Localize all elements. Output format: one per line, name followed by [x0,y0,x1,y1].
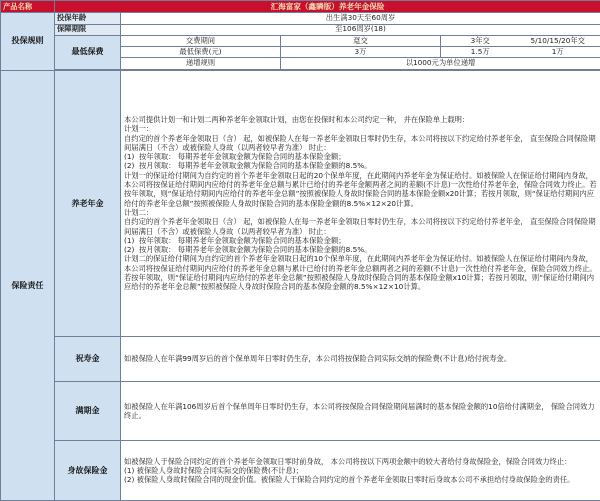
maturity-label: 满期金 [55,381,121,441]
birthday-label: 祝寿金 [55,336,121,381]
min-fee-multi [441,47,600,58]
min-premium-label: 最低保费 [55,35,121,69]
liability-category: 保险责任 [1,70,55,500]
rules-category: 投保规则 [1,13,55,70]
death-row [1,441,600,501]
product-name-value: 汇海富家（鑫瞵版）养老年金保险 [55,1,600,13]
age-value: 出生满30天至60周岁 [121,13,600,24]
pension-line: 计划二的保证给付期间为自约定的首个养老年金领取日起的10个保单年度，在此期间内养老年金为保证给付。如被保险人在保证给付期间内身故，本公司将按保证给付期间内应给付的养老年金总额与累计已给付的养老年金总额两者之间的差额(不计息)一次性给付养老年金，保险合同效力终止。若按年领取，则“保证给付期间内应给付的养老年金总额”按照被保险人身故时保险合同的基本保险金额x10计算；若按月领取，则“保证给付期间内应给付的养老年金总额”按照被保险人身故时保险合同的基本保险金额的8.5%×12×10计算。 [124,254,597,292]
maturity-row [1,381,600,441]
pension-line: (2) 按月领取： 每期养老年金领取金额为保险合同的基本保险金额的8.5%。 [124,245,372,255]
min-fee-single: 3万 [281,47,441,58]
pension-text [121,70,600,336]
pension-line: 本公司提供计划一和计划二两种养老年金领取计划，由您在投保时和本公司约定一种， 并在保险单上载明： [124,114,470,124]
increment-value: 以1000元为单位递增 [281,58,600,69]
pay-period-opt-long: 5/10/15/20年交 [530,35,585,45]
pay-period-opt-single: 趸交 [281,35,441,46]
pension-line: 计划二： [124,207,154,217]
pay-period-opt-multi [441,35,600,46]
pension-line: 计划一的保证给付期间为自约定的首个养老年金领取日起的20个保单年度，在此期间内养老年金为保证给付。如被保险人在保证给付期间内身故， 本公司将按保证给付期间内应给付的养老年金总额与累计已给付的养老年金额两者之间的差额(不计息)一次性给付养老年金，保险合同效力终止。若按年领取，则“保证给付期间内应给付的养老年金总额”按照被保险人身故时保险合同的基本保险金额x20计算；若按月领取，则“保证给付期间内应给付的养老年金总额”按照被保险人身故时保险合同的基本保险金额的8.5%×12×20计算。 [124,170,597,208]
pension-line: 计划一： [124,124,154,134]
pay-period-opt-3yr: 3年交 [470,35,490,45]
period-value: 至106周岁(18) [121,24,600,35]
pay-period-label: 交费期间 [121,35,281,46]
death-label: 身故保险金 [55,441,121,501]
age-label: 投保年龄 [55,13,121,24]
birthday-text: 如被保险人在年满99周岁后的首个保单周年日零时仍生存，本公司将按保险合同实际交纳的保险费(不计息)给付祝寿金。 [121,336,600,381]
header-row [1,1,600,13]
pension-line: (2) 按月领取： 每期养老年金领取金额为保险合同的基本保险金额的8.5%。 [124,161,372,171]
death-line: (1) 被保险人身故时保险合同实际交的保险费(不计息)； [124,466,303,476]
min-fee-label: 最低保费(元) [121,47,281,58]
pension-line: (1) 按年领取： 每期养老年金领取金额为保险合同的基本保险金额； [124,235,346,245]
min-fee-long: 1万 [551,46,564,56]
birthday-row [1,336,600,381]
pension-row [1,70,600,336]
death-line: 如被保险人于保险合同约定的首个养老年金领取日零时前身故， 本公司将按以下两项金额中的较大者给付身故保险金，保险合同效力终止： [124,456,572,466]
death-line: (2) 被保险人身故时保险合同的现金价值。被保险人于保险合同约定的首个养老年金领取日零时后身故本公司不承担给付身故保险金的责任。 [124,475,575,485]
increment-label: 递增规则 [121,58,281,69]
pension-line: (1) 按年领取： 每期养老年金领取金额为保险合同的基本保险金额； [124,152,346,162]
min-fee-3yr: 1.5万 [470,46,490,56]
death-text [121,441,600,501]
pension-label: 养老年金 [55,70,121,336]
maturity-text: 如被保险人在年满106周岁后首个保单周年日零时仍生存，本公司将按保险合同保险期间届满时的基本保险金额的10倍给付满期金， 保险合同效力终止。 [121,381,600,441]
pension-line: 自约定的首个养老年金领取日（含） 起，如被保险人在每一养老年金领取日零时仍生存，本公司将按以下约定给付养老年金， 直至保险合同保险期间届满日（不含）或被保险人身故（以两者较早者为准） 时止： [124,133,596,152]
period-row [1,24,600,35]
product-name-label: 产品名称 [1,1,55,13]
period-label: 保障期限 [55,24,121,35]
pay-period-row [1,35,600,46]
pension-line: 自约定的首个养老年金领取日（含） 起，如被保险人在每一养老年金领取日零时仍生存，本公司将按以下约定给付养老年金， 直至保险合同保险期间届满日（不含）或被保险人身故（以两者较早者为准） 时止： [124,217,596,236]
age-row [1,13,600,24]
